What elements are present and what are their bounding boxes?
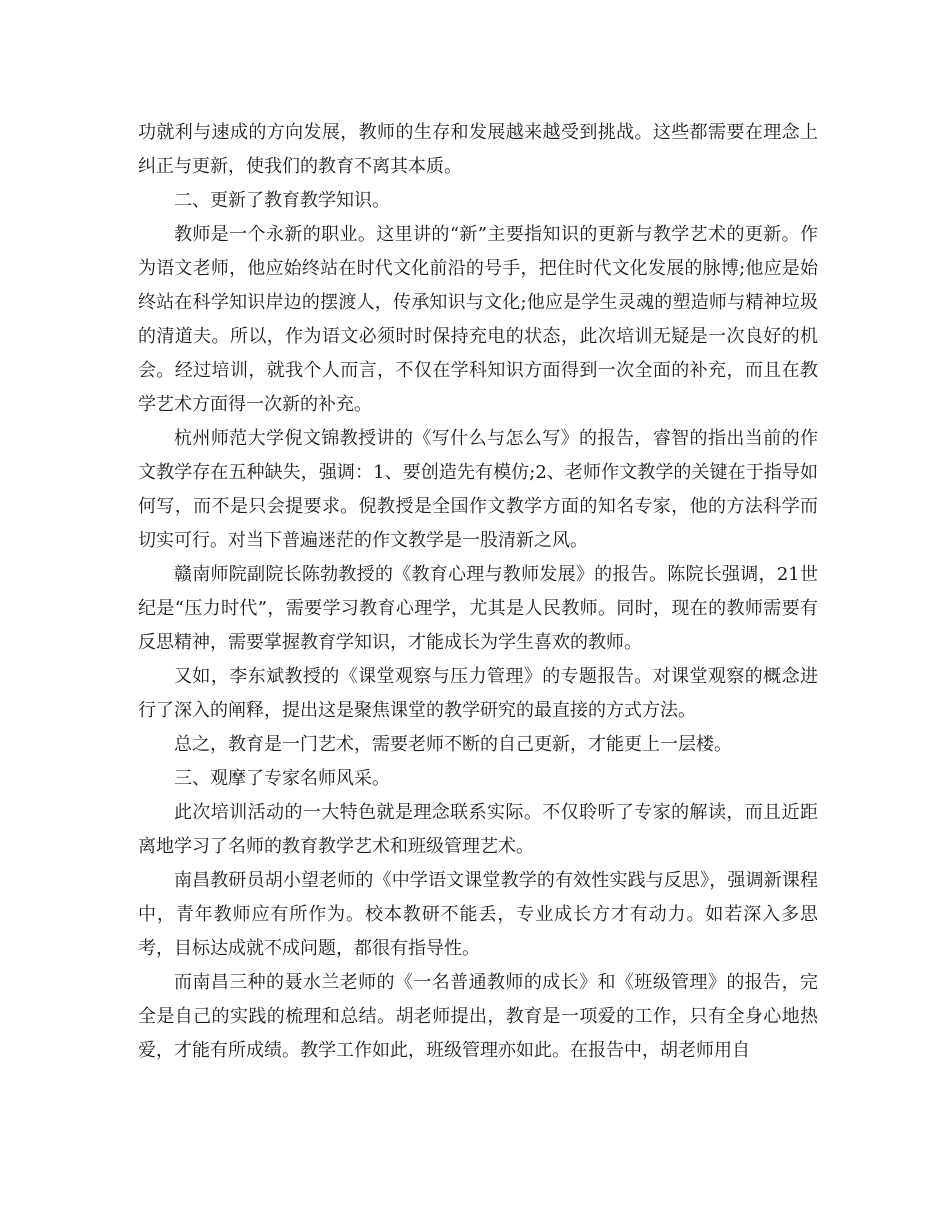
section-heading: 二、更新了教育教学知识。 [174,190,390,211]
paragraph: 而南昌三种的聂水兰老师的《一名普通教师的成长》和《班级管理》的报告，完全是自己的实践的梳理和总结。胡老师提出，教育是一项爱的工作，只有全身心地热爱，才能有所成绩。教学工作如此，班级管理亦如此。在报告中，胡老师用自 [138,972,818,1061]
paragraph: 总之，教育是一门艺术，需要老师不断的自己更新，才能更上一层楼。 [174,734,732,755]
paragraph: 此次培训活动的一大特色就是理念联系实际。不仅聆听了专家的解读，而且近距离地学习了名师的教育教学艺术和班级管理艺术。 [138,802,818,857]
section-heading: 三、观摩了专家名师风采。 [174,768,390,789]
paragraph: 赣南师院副院长陈勃教授的《教育心理与教师发展》的报告。陈院长强调，21世纪是“压力时代”，需要学习教育心理学，尤其是人民教师。同时，现在的教师需要有反思精神，需要掌握教育学知识，才能成长为学生喜欢的教师。 [138,564,818,653]
paragraph: 功就利与速成的方向发展，教师的生存和发展越来越受到挑战。这些都需要在理念上纠正与更新，使我们的教育不离其本质。 [138,122,818,177]
paragraph: 杭州师范大学倪文锦教授讲的《写什么与怎么写》的报告，睿智的指出当前的作文教学存在五种缺失，强调：1、要创造先有模仿;2、老师作文教学的关键在于指导如何写，而不是只会提要求。倪教授是全国作文教学方面的知名专家，他的方法科学而切实可行。对当下普遍迷茫的作文教学是一股清新之风。 [138,428,818,551]
document-body [138,116,818,1068]
paragraph: 南昌教研员胡小望老师的《中学语文课堂教学的有效性实践与反思》，强调新课程中，青年教师应有所作为。校本教研不能丢，专业成长方才有动力。如若深入多思考，目标达成就不成问题，都很有指导性。 [138,870,818,959]
paragraph: 教师是一个永新的职业。这里讲的“新”主要指知识的更新与教学艺术的更新。作为语文老师，他应始终站在时代文化前沿的号手，把住时代文化发展的脉博;他应是始终站在科学知识岸边的摆渡人，传承知识与文化;他应是学生灵魂的塑造师与精神垃圾的清道夫。所以，作为语文必须时时保持充电的状态，此次培训无疑是一次良好的机会。经过培训，就我个人而言，不仅在学科知识方面得到一次全面的补充，而且在教学艺术方面得一次新的补充。 [138,224,818,415]
paragraph: 又如，李东斌教授的《课堂观察与压力管理》的专题报告。对课堂观察的概念进行了深入的阐释，提出这是聚焦课堂的教学研究的最直接的方式方法。 [138,666,818,721]
